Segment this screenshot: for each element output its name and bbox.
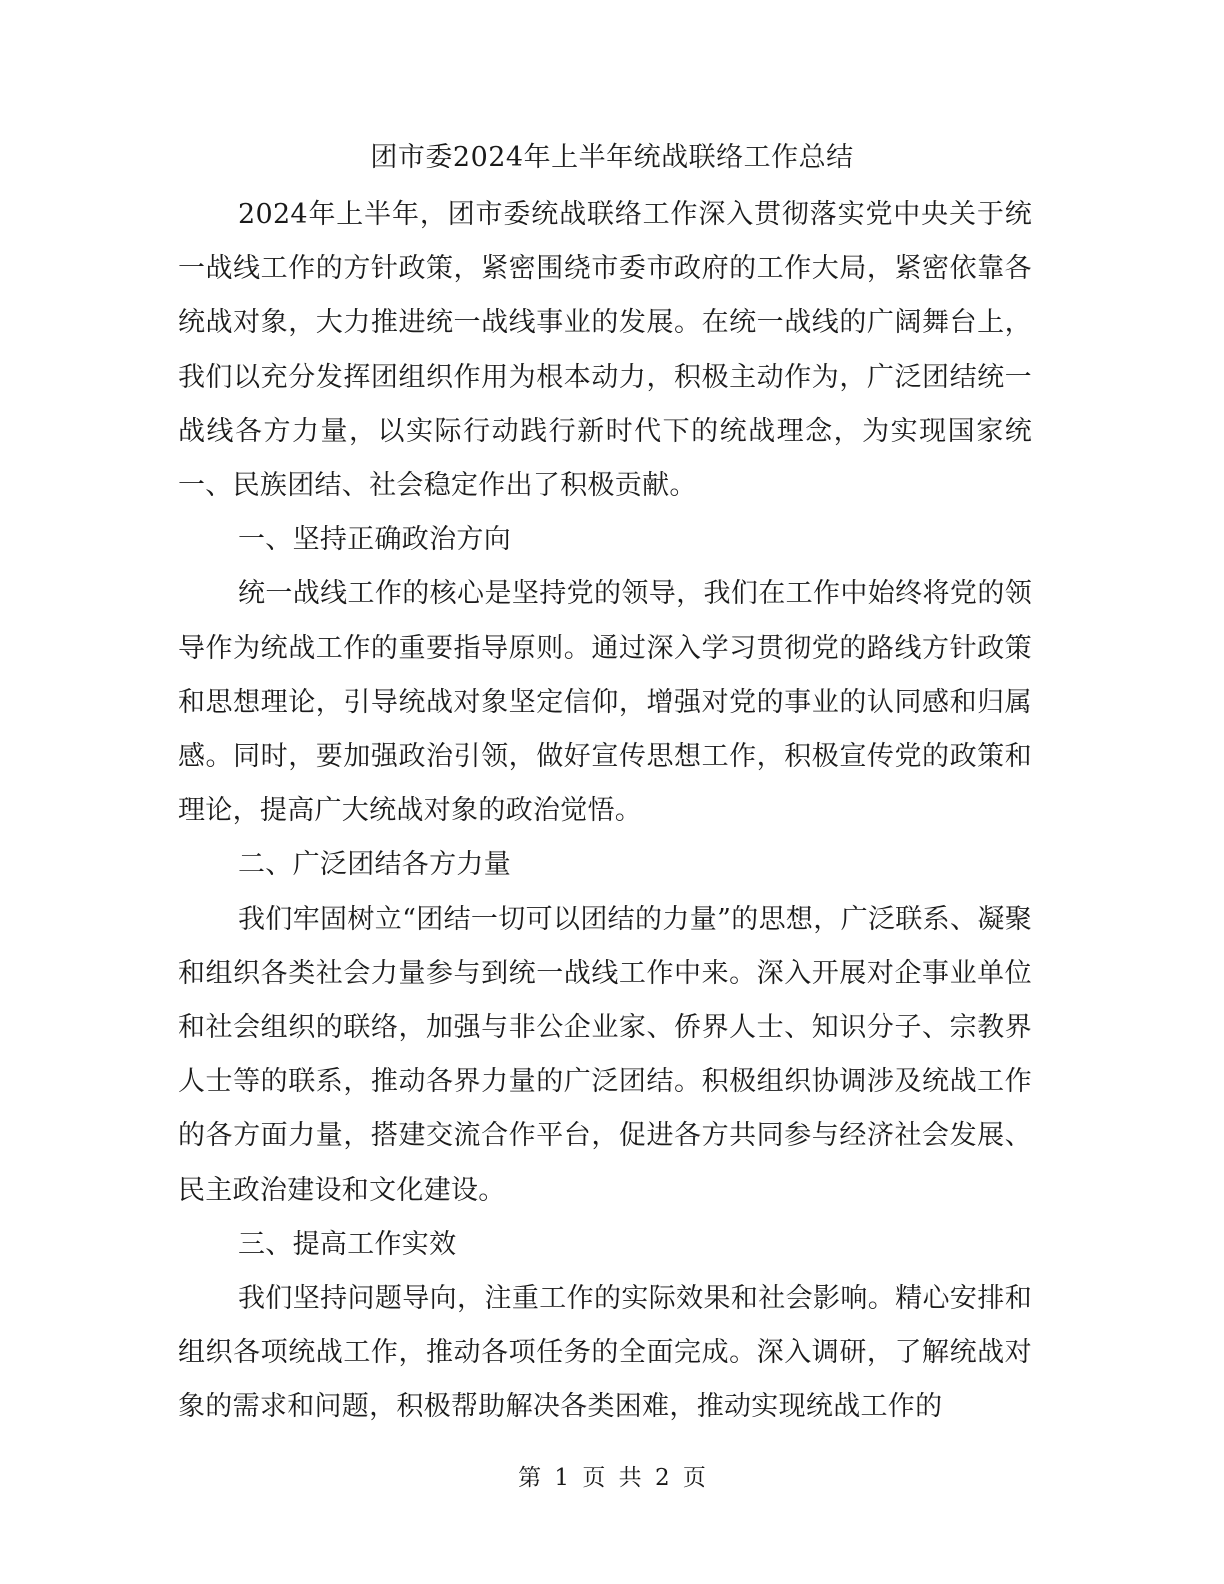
section-heading-3: 三、提高工作实效	[238, 1228, 457, 1260]
document-body	[178, 188, 1032, 1435]
section-heading-2: 二、广泛团结各方力量	[238, 849, 511, 881]
section-paragraph-3: 我们坚持问题导向，注重工作的实际效果和社会影响。精心安排和组织各项统战工作，推动各项任务的全面完成。深入调研，了解统战对象的需求和问题，积极帮助解决各类困难，推动实现统战工作的	[178, 1283, 1032, 1423]
section-paragraph-1: 统一战线工作的核心是坚持党的领导，我们在工作中始终将党的领导作为统战工作的重要指导原则。通过深入学习贯彻党的路线方针政策和思想理论，引导统战对象坚定信仰，增强对党的事业的认同感和归属感。同时，要加强政治引领，做好宣传思想工作，积极宣传党的政策和理论，提高广大统战对象的政治觉悟。	[178, 578, 1032, 827]
section-heading-1: 一、坚持正确政治方向	[238, 524, 511, 556]
intro-paragraph: 2024年上半年，团市委统战联络工作深入贯彻落实党中央关于统一战线工作的方针政策，紧密围绕市委市政府的工作大局，紧密依靠各统战对象，大力推进统一战线事业的发展。在统一战线的广阔舞台上，我们以充分发挥团组织作用为根本动力，积极主动作为，广泛团结统一战线各方力量，以实际行动践行新时代下的统战理念，为实现国家统一、民族团结、社会稳定作出了积极贡献。	[178, 199, 1032, 502]
document-title: 团市委2024年上半年统战联络工作总结	[370, 142, 854, 173]
page-number-footer: 第 1 页 共 2 页	[518, 1465, 706, 1491]
section-paragraph-2: 我们牢固树立“团结一切可以团结的力量”的思想，广泛联系、凝聚和组织各类社会力量参与到统一战线工作中来。深入开展对企事业单位和社会组织的联络，加强与非公企业家、侨界人士、知识分子、宗教界人士等的联系，推动各界力量的广泛团结。积极组织协调涉及统战工作的各方面力量，搭建交流合作平台，促进各方共同参与经济社会发展、民主政治建设和文化建设。	[178, 903, 1032, 1206]
